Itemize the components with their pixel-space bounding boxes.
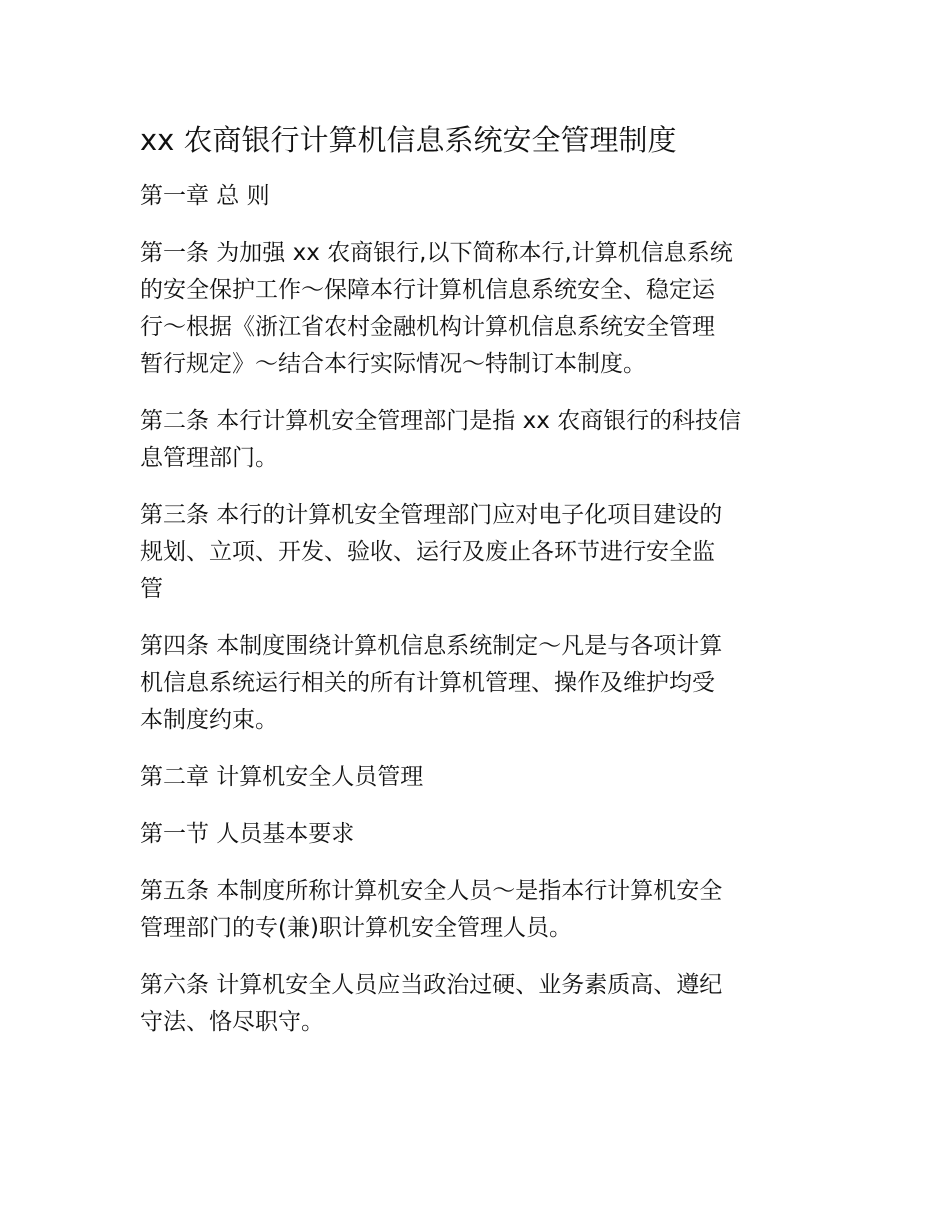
text-line: 第二章 计算机安全人员管理 [140, 764, 424, 790]
article-1 [140, 235, 810, 383]
text-line: 第一节 人员基本要求 [140, 821, 355, 847]
text-line: 守法、恪尽职守。 [140, 1009, 324, 1035]
text-line: 第六条 计算机安全人员应当政治过硬、业务素质高、遵纪 [140, 972, 723, 998]
text-line: 息管理部门。 [140, 445, 278, 471]
text-line: 第一章 总 则 [140, 183, 270, 209]
text-line: 行～根据《浙江省农村金融机构计算机信息系统安全管理 [140, 314, 715, 340]
text-line: 管理部门的专(兼)职计算机安全管理人员。 [140, 915, 572, 941]
text-line: 本制度约束。 [140, 707, 278, 733]
text-line: 机信息系统运行相关的所有计算机管理、操作及维护均受 [140, 670, 715, 696]
text-line: 第四条 本制度围绕计算机信息系统制定～凡是与各项计算 [140, 633, 723, 659]
text-line: 第五条 本制度所称计算机安全人员～是指本行计算机安全 [140, 878, 723, 904]
text-line: 第一条 为加强 xx 农商银行,以下简称本行,计算机信息系统 [140, 240, 733, 266]
chapter-2-heading [140, 759, 810, 796]
article-6 [140, 967, 810, 1041]
section-1-heading [140, 816, 810, 853]
article-2 [140, 403, 810, 477]
text-line: 暂行规定》～结合本行实际情况～特制订本制度。 [140, 351, 646, 377]
text-line: 第二条 本行计算机安全管理部门是指 xx 农商银行的科技信 [140, 408, 742, 434]
article-4 [140, 628, 810, 739]
article-3 [140, 497, 810, 608]
document-title: xx 农商银行计算机信息系统安全管理制度 [140, 123, 677, 157]
article-5 [140, 873, 810, 947]
chapter-1-heading [140, 178, 810, 215]
text-line: 第三条 本行的计算机安全管理部门应对电子化项目建设的 [140, 502, 723, 528]
text-line: 管 [140, 576, 163, 602]
document-page [140, 118, 810, 1061]
text-line: 规划、立项、开发、验收、运行及废止各环节进行安全监 [140, 539, 715, 565]
text-line: 的安全保护工作～保障本行计算机信息系统安全、稳定运 [140, 277, 715, 303]
